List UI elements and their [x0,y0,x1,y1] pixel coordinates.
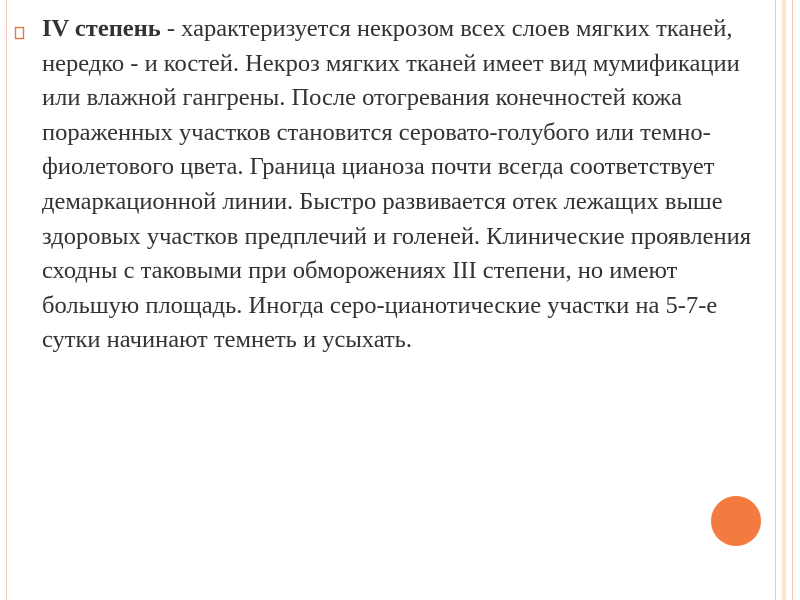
orange-circle-decoration [711,496,761,546]
hollow-square-bullet-icon [14,26,32,44]
degree-term: IV степень [42,15,161,42]
degree-description: - характеризуется некрозом всех слоев мягких тканей, нередко - и костей. Некроз мягких тканей имеет вид мумификации или влажной гангрены. После отогревания конечностей кожа пораженных участков становится серовато-голубого или темно-фиолетового цвета. Граница цианоза почти всегда соответствует демаркационной линии. Быстро развивается отек лежащих выше здоровых участков предплечий и голеней. Клинические проявления сходны с таковыми при обморожениях III степени, но имеют большую площадь. Иногда серо-цианотические участки на 5-7-е сутки начинают темнеть и усыхать. [42,15,752,354]
right-frame-border [770,0,800,600]
slide-body-text [42,12,766,358]
left-frame-border [0,0,7,600]
